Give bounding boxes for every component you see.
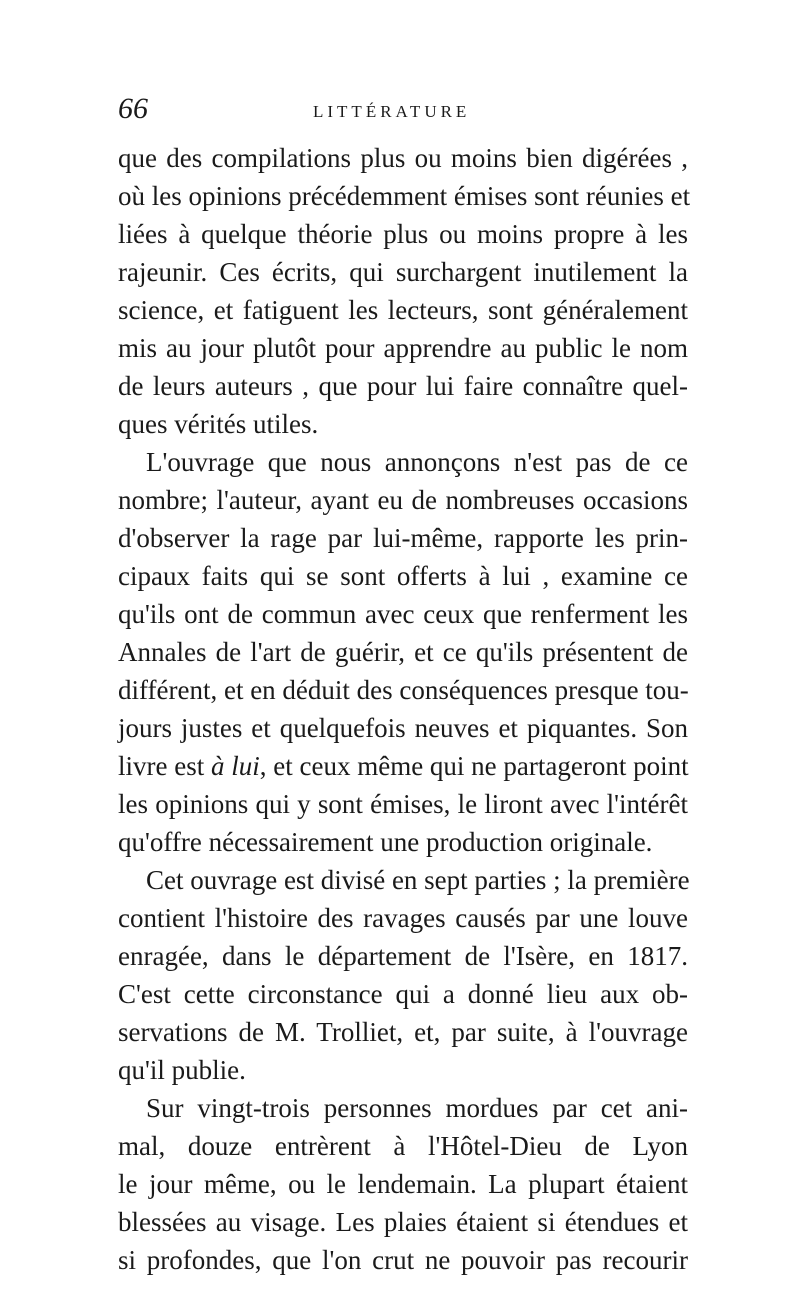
text-line: L'ouvrage que nous annonçons n'est pas de ce [146, 447, 688, 477]
text-line: que des compilations plus ou moins bien digérées , [118, 143, 688, 173]
text-line: liées à quelque théorie plus ou moins propre à les [118, 219, 688, 249]
text-line: servations de M. Trolliet, et, par suite, à l'ouvrage [118, 1017, 688, 1047]
text-line: ques vérités utiles. [118, 409, 319, 439]
running-title: LITTÉRATURE [313, 102, 471, 121]
text-line: de leurs auteurs , que pour lui faire connaître quel- [118, 371, 688, 401]
text-line: rajeunir. Ces écrits, qui surchargent inutilement la [118, 257, 688, 287]
text-line: science, et fatiguent les lecteurs, sont généralement [118, 295, 688, 325]
italic-phrase: à lui [210, 751, 260, 781]
page-header [118, 92, 688, 132]
body-text [118, 139, 691, 1279]
text-line: qu'offre nécessairement une production originale. [118, 827, 653, 857]
text-line: nombre; l'auteur, ayant eu de nombreuses occasions [118, 485, 688, 515]
text-line: C'est cette circonstance qui a donné lieu aux ob- [118, 979, 688, 1009]
text-line: qu'il publie. [118, 1055, 246, 1085]
text-line: si profondes, que l'on crut ne pouvoir pas recourir [118, 1245, 688, 1275]
page-number: 66 [118, 92, 148, 125]
text-line: le jour même, ou le lendemain. La plupart étaient [118, 1169, 688, 1199]
text-line-italic: livre est à lui, et ceux même qui ne partageront point [118, 751, 689, 781]
text-line: d'observer la rage par lui-même, rapporte les prin- [118, 523, 688, 553]
text-line: cipaux faits qui se sont offerts à lui , examine ce [118, 561, 688, 591]
text-line: enragée, dans le département de l'Isère, en 1817. [118, 941, 688, 971]
text-line: Cet ouvrage est divisé en sept parties ; la première [146, 865, 690, 895]
text-line: où les opinions précédemment émises sont réunies et [118, 181, 691, 211]
text-line: blessées au visage. Les plaies étaient si étendues et [118, 1207, 688, 1237]
text-line: Annales de l'art de guérir, et ce qu'ils présentent de [118, 637, 688, 667]
text-line: mis au jour plutôt pour apprendre au public le nom [118, 333, 688, 363]
text-line: différent, et en déduit des conséquences presque tou- [118, 675, 689, 705]
text-line: contient l'histoire des ravages causés par une louve [118, 903, 688, 933]
text-line: jours justes et quelquefois neuves et piquantes. Son [118, 713, 688, 743]
text-line: Sur vingt-trois personnes mordues par cet ani- [146, 1093, 688, 1123]
text-line: les opinions qui y sont émises, le liront avec l'intérêt [118, 789, 688, 819]
text-line: qu'ils ont de commun avec ceux que renferment les [118, 599, 688, 629]
text-line: mal, douze entrèrent à l'Hôtel-Dieu de Lyon [118, 1131, 688, 1161]
